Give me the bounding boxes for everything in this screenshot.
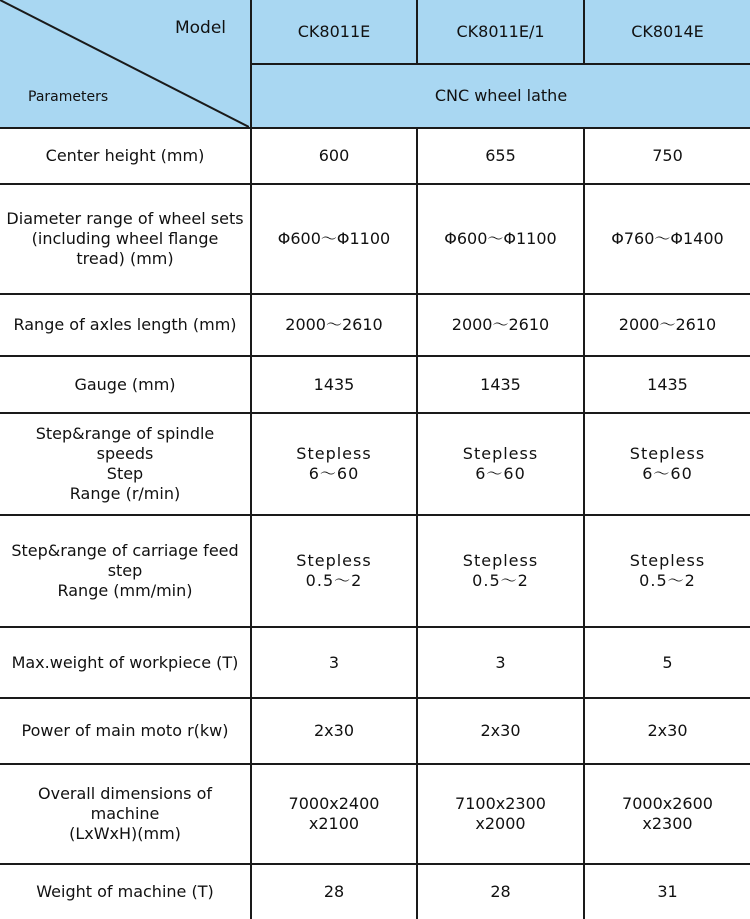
cell-value: Φ760～Φ1400: [584, 184, 750, 294]
value-range: 0.5～2: [639, 571, 696, 590]
table-row: [0, 515, 750, 627]
cell-value: [251, 413, 417, 515]
value-line: x2300: [642, 814, 693, 833]
cell-value: 600: [251, 128, 417, 184]
label-line: Step&range of spindle speeds: [35, 424, 215, 463]
label-line: step: [107, 561, 143, 580]
cell-value: 31: [584, 864, 750, 919]
value-step: Stepless: [296, 551, 372, 570]
row-label-gauge: Gauge (mm): [0, 356, 251, 413]
cell-value: Φ600～Φ1100: [417, 184, 584, 294]
table-row: [0, 184, 750, 294]
cell-value: 2x30: [251, 698, 417, 764]
cell-value: [584, 515, 750, 627]
value-line: 7000x2600: [622, 794, 713, 813]
label-line: Step&range of carriage feed: [11, 541, 239, 560]
table-row: [0, 698, 750, 764]
row-label-diameter-range: [0, 184, 251, 294]
value-line: 7100x2300: [455, 794, 546, 813]
value-range: 6～60: [642, 464, 693, 483]
table-row: [0, 356, 750, 413]
value-range: 0.5～2: [472, 571, 529, 590]
cell-value: 3: [417, 627, 584, 698]
cell-value: 2000～2610: [584, 294, 750, 356]
cell-value: 750: [584, 128, 750, 184]
table-row: [0, 627, 750, 698]
label-line: Range (r/min): [69, 484, 181, 503]
value-range: 0.5～2: [305, 571, 363, 590]
value-line: x2100: [308, 814, 360, 833]
value-step: Stepless: [462, 551, 539, 570]
cell-value: [584, 764, 750, 864]
cell-value: 2x30: [584, 698, 750, 764]
row-label-dimensions: [0, 764, 251, 864]
cell-value: 3: [251, 627, 417, 698]
value-line: 7000x2400: [288, 794, 380, 813]
row-label-max-weight: Max.weight of workpiece (T): [0, 627, 251, 698]
cell-value: [417, 764, 584, 864]
row-label-carriage-feed: [0, 515, 251, 627]
model-header-3: CK8014E: [584, 0, 750, 64]
cell-value: [251, 764, 417, 864]
label-line: (including wheel flange: [31, 229, 219, 248]
value-step: Stepless: [462, 444, 539, 463]
label-line: tread) (mm): [76, 249, 174, 268]
label-line: (LxWxH)(mm): [69, 824, 181, 843]
value-range: 6～60: [475, 464, 526, 483]
row-label-center-height: Center height (mm): [0, 128, 251, 184]
cell-value: 1435: [251, 356, 417, 413]
value-range: 6～60: [308, 464, 360, 483]
cell-value: 28: [251, 864, 417, 919]
value-step: Stepless: [629, 444, 706, 463]
parameters-label: Parameters: [28, 89, 109, 105]
cell-value: 2x30: [417, 698, 584, 764]
table-row: [0, 413, 750, 515]
cell-value: 1435: [417, 356, 584, 413]
table-row: [0, 864, 750, 919]
row-label-machine-weight: Weight of machine (T): [0, 864, 251, 919]
table-row: [0, 294, 750, 356]
row-label-power: Power of main moto r(kw): [0, 698, 251, 764]
cell-value: Φ600～Φ1100: [251, 184, 417, 294]
header-row-models: [0, 0, 750, 64]
value-step: Stepless: [629, 551, 706, 570]
cell-value: 2000～2610: [417, 294, 584, 356]
cell-value: 655: [417, 128, 584, 184]
cell-value: [417, 515, 584, 627]
cell-value: 1435: [584, 356, 750, 413]
row-label-axle-length: Range of axles length (mm): [0, 294, 251, 356]
label-line: Step: [106, 464, 144, 483]
model-header-1: CK8011E: [251, 0, 417, 64]
cell-value: [251, 515, 417, 627]
model-label: Model: [174, 18, 226, 38]
cell-value: 2000～2610: [251, 294, 417, 356]
value-line: x2000: [475, 814, 526, 833]
cell-value: [417, 413, 584, 515]
model-header-2: CK8011E/1: [417, 0, 584, 64]
label-line: machine: [90, 804, 160, 823]
corner-header-cell: [0, 0, 251, 128]
table-row: [0, 128, 750, 184]
cell-value: [584, 413, 750, 515]
label-line: Diameter range of wheel sets: [6, 209, 244, 228]
cell-value: 5: [584, 627, 750, 698]
label-line: Range (mm/min): [57, 581, 193, 600]
row-label-spindle-speeds: [0, 413, 251, 515]
product-name: CNC wheel lathe: [251, 64, 750, 128]
cell-value: 28: [417, 864, 584, 919]
label-line: Overall dimensions of: [38, 784, 212, 803]
table-row: [0, 764, 750, 864]
value-step: Stepless: [296, 444, 372, 463]
